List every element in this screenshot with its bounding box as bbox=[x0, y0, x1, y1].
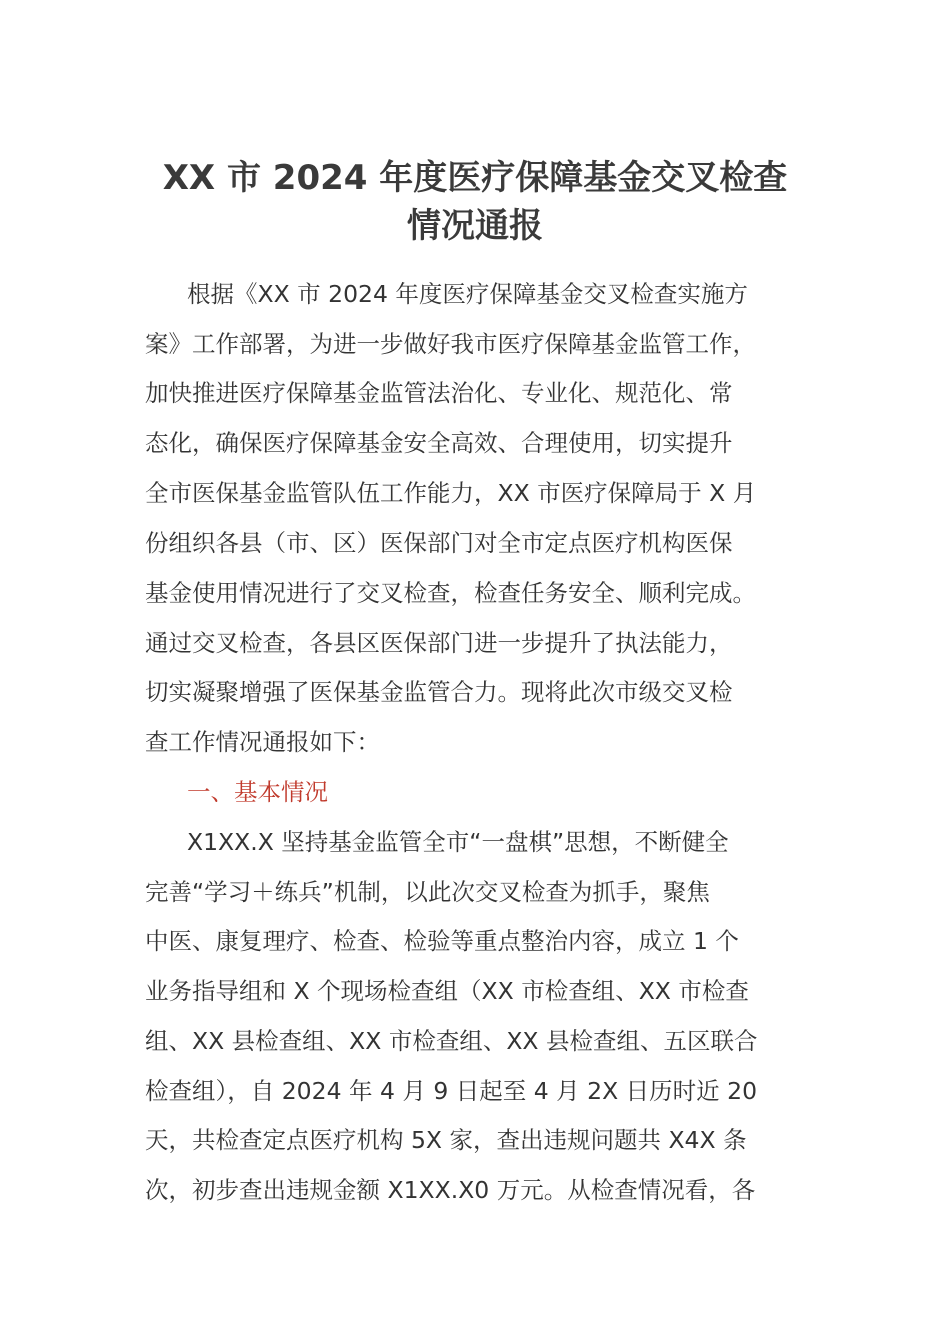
paragraph-line: 全市医保基金监管队伍工作能力，XX 市医疗保障局于 X 月 bbox=[145, 479, 757, 507]
paragraph-line: 检查组），自 2024 年 4 月 9 日起至 4 月 2X 日历时近 20 bbox=[145, 1077, 758, 1105]
paragraph-line: 基金使用情况进行了交叉检查，检查任务安全、顺利完成。 bbox=[145, 579, 756, 607]
paragraph-line: 完善“学习＋练兵”机制，以此次交叉检查为抓手，聚焦 bbox=[145, 878, 710, 906]
paragraph-line: 加快推进医疗保障基金监管法治化、专业化、规范化、常 bbox=[145, 379, 733, 407]
document-title-line-2: 情况通报 bbox=[407, 206, 543, 246]
paragraph-line: 查工作情况通报如下： bbox=[145, 728, 380, 756]
paragraph-line: 天，共检查定点医疗机构 5X 家，查出违规问题共 X4X 条 bbox=[145, 1126, 747, 1154]
paragraph-line: 业务指导组和 X 个现场检查组（XX 市检查组、XX 市检查 bbox=[145, 977, 749, 1005]
paragraph-line: 份组织各县（市、区）医保部门对全市定点医疗机构医保 bbox=[145, 529, 733, 557]
document-title-line-1: XX 市 2024 年度医疗保障基金交叉检查 bbox=[162, 158, 788, 198]
paragraph-line: 态化，确保医疗保障基金安全高效、合理使用，切实提升 bbox=[145, 429, 733, 457]
paragraph-line: 切实凝聚增强了医保基金监管合力。现将此次市级交叉检 bbox=[145, 678, 733, 706]
section-heading: 一、基本情况 bbox=[187, 778, 328, 806]
paragraph-line: 中医、康复理疗、检查、检验等重点整治内容，成立 1 个 bbox=[145, 927, 739, 955]
paragraph-line: 通过交叉检查，各县区医保部门进一步提升了执法能力， bbox=[145, 629, 733, 657]
paragraph-line: 根据《XX 市 2024 年度医疗保障基金交叉检查实施方 bbox=[187, 280, 748, 308]
paragraph-line: 案》工作部署，为进一步做好我市医疗保障基金监管工作， bbox=[145, 330, 756, 358]
paragraph-line: 组、XX 县检查组、XX 市检查组、XX 县检查组、五区联合 bbox=[145, 1027, 758, 1055]
paragraph-line: 次，初步查出违规金额 X1XX.X0 万元。从检查情况看，各 bbox=[145, 1176, 756, 1204]
paragraph-line: X1XX.X 坚持基金监管全市“一盘棋”思想，不断健全 bbox=[187, 828, 729, 856]
